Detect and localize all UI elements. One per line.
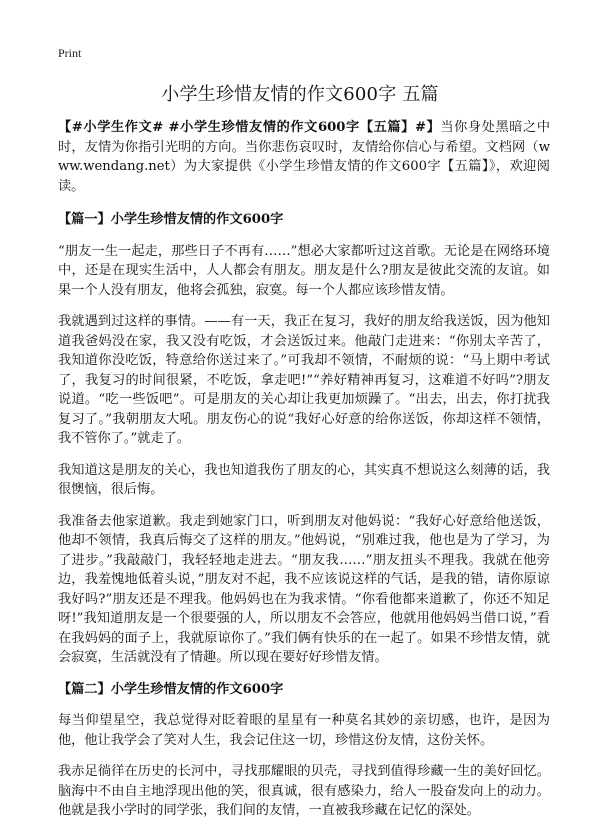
paragraph: 我就遇到过这样的事情。——有一天，我正在复习，我好的朋友给我送饭，因为他知道我爸妈没在家，我又没有吃饭，才会送饭过来。他敲门走进来：“你别太辛苦了，我知道你没吃饭，特意给你送过来了。”可我却不领情，不耐烦的说：“马上期中考试了，我复习的时间很紧，不吃饭，拿走吧!”“养好精神再复习，这难道不好吗”?朋友说道。“吃一些饭吧”。可是朋友的关心却让我更加烦躁了。“出去，出去，你打扰我复习了。”我朝朋友大吼。朋友伤心的说“我好心好意的给你送饭，你却这样不领情，我不管你了。”就走了。 <box>58 314 550 446</box>
article-body <box>58 118 550 832</box>
print-link[interactable]: Print <box>58 46 82 60</box>
section-heading-1: 【篇一】小学生珍惜友情的作文600字 <box>58 212 284 227</box>
section-heading-2: 【篇二】小学生珍惜友情的作文600字 <box>58 681 284 697</box>
intro-tag: 【#小学生作文# #小学生珍惜友情的作文600字【五篇】#】 <box>58 120 441 135</box>
paragraph: 每当仰望星空，我总觉得对眨着眼的星星有一种莫名其妙的亲切感，也许，是因为他，他让我学会了笑对人生，我会记住这一切，珍惜这份友情，这份关怀。 <box>58 713 550 748</box>
page-title: 小学生珍惜友情的作文600字 五篇 <box>161 84 439 105</box>
paragraph: 我知道这是朋友的关心，我也知道我伤了朋友的心，其实真不想说这么刻薄的话，我很懊恼，很后悔。 <box>58 462 550 497</box>
paragraph: 我准备去他家道歉。我走到她家门口，听到朋友对他妈说：“我好心好意给他送饭，他却不领情，我真后悔交了这样的朋友。”他妈说，“别难过我，他也是为了学习，为了进步。”我敲敲门，我轻轻地走进去。“朋友我……”朋友扭头不理我。我就在他旁边，我羞愧地低着头说，”朋友对不起，我不应该说这样的气话，是我的错，请你原谅我好吗?”朋友还是不理我。他妈妈也在为我求情。“你看他都来道歉了，你还不知足呀!”我知道朋友是一个很要强的人，所以朋友不会答应，他就用他妈妈当借口说，”看在我妈妈的面子上，我就原谅你了。”我们俩有快乐的在一起了。如果不珍惜友情，就会寂寞，生活就没有了情趣。所以现在要好好珍惜友情。 <box>58 513 550 665</box>
paragraph: “朋友一生一起走，那些日子不再有……”想必大家都听过这首歌。无论是在网络环境中，还是在现实生活中，人人都会有朋友。朋友是什么?朋友是彼此交流的友谊。如果一个人没有朋友，他将会孤独，寂寞。每一个人都应该珍惜友情。 <box>58 243 550 298</box>
intro-text: 当你身处黑暗之中时，友情为你指引光明的方向。当你悲伤哀叹时，友情给你信心与希望。文档网（www.wendang.net）为大家提供《小学生珍惜友情的作文600字【五篇】》，欢迎阅读。 <box>58 120 551 194</box>
intro-paragraph <box>58 118 550 196</box>
paragraph: 我赤足徜徉在历史的长河中，寻找那耀眼的贝壳，寻找到值得珍藏一生的美好回忆。脑海中不由自主地浮现出他的笑，很真诚，很有感染力，给人一股奋发向上的动力。他就是我小学时的同学张，我们间的友情，一直被我珍藏在记忆的深处。 <box>58 764 550 818</box>
